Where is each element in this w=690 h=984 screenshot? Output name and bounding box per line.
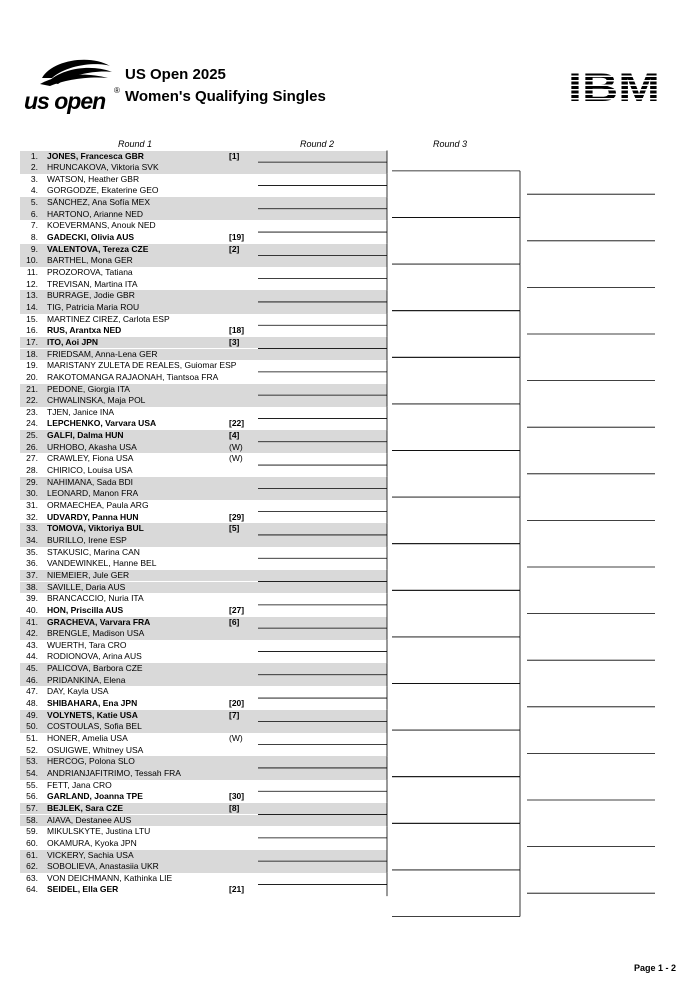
- draw-number: 1.: [30, 150, 38, 161]
- draw-number: 24.: [26, 418, 38, 429]
- draw-number: 54.: [26, 767, 38, 778]
- draw-number: 63.: [26, 872, 38, 883]
- draw-number: 42.: [26, 628, 38, 639]
- draw-number: 23.: [26, 406, 38, 417]
- draw-number: 22.: [26, 395, 38, 406]
- draw-number: 13.: [26, 290, 38, 301]
- player-name: LEONARD, Manon FRA: [47, 488, 139, 499]
- draw-number: 44.: [26, 651, 38, 662]
- player-name: OSUIGWE, Whitney USA: [47, 744, 144, 755]
- draw-number: 56.: [26, 791, 38, 802]
- draw-number: 25.: [26, 430, 38, 441]
- draw-number: 50.: [26, 721, 38, 732]
- draw-number: 20.: [26, 371, 38, 382]
- registered-mark: ®: [114, 86, 120, 95]
- seed-label: (W): [229, 441, 243, 452]
- round-3-header: Round 3: [433, 139, 468, 149]
- player-name: SOBOLIEVA, Anastasiia UKR: [47, 861, 159, 872]
- seed-label: [7]: [229, 709, 240, 720]
- seed-label: [6]: [229, 616, 240, 627]
- player-name: SHIBAHARA, Ena JPN: [47, 698, 138, 709]
- draw-number: 17.: [26, 336, 38, 347]
- draw-number: 8.: [30, 232, 38, 243]
- draw-number: 49.: [26, 709, 38, 720]
- draw-number: 57.: [26, 802, 38, 813]
- draw-number: 9.: [30, 243, 38, 254]
- player-name: LEPCHENKO, Varvara USA: [47, 418, 157, 429]
- ibm-text: IBM: [568, 68, 660, 104]
- player-name: JONES, Francesca GBR: [47, 150, 144, 161]
- seed-label: [30]: [229, 791, 245, 802]
- draw-number: 10.: [26, 255, 38, 266]
- player-name: CHWALINSKA, Maja POL: [47, 395, 146, 406]
- draw-number: 12.: [26, 278, 38, 289]
- seed-label: [1]: [229, 150, 240, 161]
- draw-number: 37.: [26, 569, 38, 580]
- draw-number: 35.: [26, 546, 38, 557]
- player-name: OKAMURA, Kyoka JPN: [47, 837, 137, 848]
- draw-number: 53.: [26, 756, 38, 767]
- draw-number: 36.: [26, 558, 38, 569]
- draw-number: 30.: [26, 488, 38, 499]
- draw-number: 64.: [26, 884, 38, 895]
- seed-label: [22]: [229, 418, 245, 429]
- player-name: WATSON, Heather GBR: [47, 173, 140, 184]
- player-name: GORGODZE, Ekaterine GEO: [47, 185, 159, 196]
- draw-number: 48.: [26, 698, 38, 709]
- seed-label: [21]: [229, 884, 245, 895]
- player-name: PEDONE, Giorgia ITA: [47, 383, 130, 394]
- player-name: COSTOULAS, Sofia BEL: [47, 721, 142, 732]
- page-number: Page 1 - 2: [634, 963, 677, 973]
- draw-number: 45.: [26, 663, 38, 674]
- player-name: HON, Priscilla AUS: [47, 604, 124, 615]
- player-name: SÁNCHEZ, Ana Sofía MEX: [47, 197, 150, 208]
- player-name: CHIRICO, Louisa USA: [47, 465, 133, 476]
- round-2-header: Round 2: [300, 139, 335, 149]
- draw-number: 11.: [26, 267, 38, 277]
- event-title: US Open 2025: [125, 66, 226, 83]
- player-name: FETT, Jana CRO: [47, 779, 112, 790]
- player-name: DAY, Kayla USA: [47, 686, 109, 697]
- player-name: TJEN, Janice INA: [47, 406, 115, 417]
- player-name: HONER, Amelia USA: [47, 733, 128, 743]
- seed-label: [27]: [229, 604, 245, 615]
- player-name: BURRAGE, Jodie GBR: [47, 290, 135, 301]
- player-name: VALENTOVA, Tereza CZE: [47, 243, 149, 254]
- draw-number: 19.: [26, 360, 38, 371]
- round-1-header: Round 1: [118, 139, 153, 149]
- draw-number: 4.: [30, 185, 38, 196]
- seed-label: [3]: [229, 336, 240, 347]
- seed-label: [4]: [229, 430, 240, 441]
- player-name: ORMAECHEA, Paula ARG: [47, 500, 149, 510]
- player-name: AIAVA, Destanee AUS: [47, 814, 132, 825]
- player-name: BRENGLE, Madison USA: [47, 628, 145, 639]
- player-name: HARTONO, Arianne NED: [47, 208, 144, 219]
- player-name: TOMOVA, Viktoriya BUL: [47, 523, 144, 534]
- draw-number: 38.: [26, 581, 38, 592]
- draw-number: 31.: [26, 500, 38, 510]
- draw-number: 51.: [26, 733, 38, 743]
- seed-label: [19]: [229, 232, 245, 243]
- seed-label: [18]: [229, 325, 245, 336]
- draw-number: 21.: [26, 383, 38, 394]
- seed-label: [2]: [229, 243, 240, 254]
- draw-number: 28.: [26, 465, 38, 476]
- player-name: ITO, Aoi JPN: [47, 336, 99, 347]
- player-name: CRAWLEY, Fiona USA: [47, 453, 134, 464]
- player-name: TIG, Patricia Maria ROU: [47, 301, 140, 312]
- player-name: HERCOG, Polona SLO: [47, 756, 135, 767]
- draw-number: 39.: [26, 593, 38, 604]
- player-name: STAKUSIC, Marina CAN: [47, 546, 140, 557]
- player-name: BURILLO, Irene ESP: [47, 534, 127, 545]
- player-name: MARTINEZ CIREZ, Carlota ESP: [47, 313, 170, 324]
- player-name: VOLYNETS, Katie USA: [47, 709, 138, 720]
- draw-number: 32.: [26, 511, 38, 522]
- player-name: SEIDEL, Ella GER: [47, 884, 119, 895]
- draw-number: 61.: [26, 849, 38, 860]
- player-name: PRIDANKINA, Elena: [47, 674, 126, 685]
- player-name: VICKERY, Sachia USA: [47, 849, 134, 860]
- draw-number: 40.: [26, 604, 38, 615]
- draw-number: 26.: [26, 441, 38, 452]
- logo-text: us open: [24, 88, 106, 114]
- player-name: SAVILLE, Daria AUS: [47, 581, 126, 592]
- draw-number: 46.: [26, 674, 38, 685]
- seed-label: [20]: [229, 698, 245, 709]
- player-name: BRANCACCIO, Nuria ITA: [47, 593, 144, 604]
- player-name: GADECKI, Olivia AUS: [47, 232, 135, 243]
- draw-number: 41.: [26, 616, 38, 627]
- draw-number: 52.: [26, 744, 38, 755]
- player-name: MIKULSKYTE, Justina LTU: [47, 826, 151, 837]
- draw-number: 3.: [30, 173, 38, 184]
- player-name: RUS, Arantxa NED: [47, 325, 122, 336]
- seed-label: (W): [229, 453, 243, 464]
- draw-number: 16.: [26, 325, 38, 336]
- player-name: URHOBO, Akasha USA: [47, 441, 137, 452]
- player-name: GALFI, Dalma HUN: [47, 430, 124, 441]
- player-name: BARTHEL, Mona GER: [47, 255, 133, 266]
- player-name: TREVISAN, Martina ITA: [47, 278, 138, 289]
- player-name: RODIONOVA, Arina AUS: [47, 651, 142, 662]
- player-name: VANDEWINKEL, Hanne BEL: [47, 558, 157, 569]
- seed-label: [8]: [229, 802, 240, 813]
- player-name: ANDRIANJAFITRIMO, Tessah FRA: [47, 767, 181, 778]
- player-name: RAKOTOMANGA RAJAONAH, Tiantsoa FRA: [47, 371, 219, 382]
- player-name: FRIEDSAM, Anna-Lena GER: [47, 348, 158, 359]
- player-name: PALICOVA, Barbora CZE: [47, 663, 143, 674]
- draw-number: 60.: [26, 837, 38, 848]
- player-name: NAHIMANA, Sada BDI: [47, 476, 133, 487]
- draw-number: 59.: [26, 826, 38, 837]
- draw-number: 2.: [30, 162, 38, 173]
- player-name: WUERTH, Tara CRO: [47, 639, 127, 650]
- draw-title: Women's Qualifying Singles: [125, 88, 326, 105]
- draw-number: 47.: [26, 686, 38, 697]
- player-name: KOEVERMANS, Anouk NED: [47, 220, 156, 231]
- seed-label: [29]: [229, 511, 245, 522]
- player-name: GRACHEVA, Varvara FRA: [47, 616, 151, 627]
- draw-number: 34.: [26, 534, 38, 545]
- player-name: PROZOROVA, Tatiana: [47, 267, 133, 277]
- draw-number: 62.: [26, 861, 38, 872]
- draw-number: 18.: [26, 348, 38, 359]
- draw-number: 27.: [26, 453, 38, 464]
- player-name: HRUNCAKOVA, Viktoria SVK: [47, 162, 159, 173]
- draw-number: 15.: [26, 313, 38, 324]
- player-name: GARLAND, Joanna TPE: [47, 791, 143, 802]
- seed-label: [5]: [229, 523, 240, 534]
- player-name: VON DEICHMANN, Kathinka LIE: [47, 872, 173, 883]
- player-name: MARISTANY ZULETA DE REALES, Guiomar ESP: [47, 360, 237, 371]
- player-name: UDVARDY, Panna HUN: [47, 511, 139, 522]
- draw-number: 6.: [30, 208, 38, 219]
- player-name: NIEMEIER, Jule GER: [47, 569, 130, 580]
- draw-number: 7.: [30, 220, 38, 231]
- draw-number: 55.: [26, 779, 38, 790]
- seed-label: (W): [229, 733, 243, 743]
- draw-number: 43.: [26, 639, 38, 650]
- player-name: BEJLEK, Sara CZE: [47, 802, 124, 813]
- draw-number: 58.: [26, 814, 38, 825]
- draw-number: 14.: [26, 301, 38, 312]
- draw-number: 5.: [30, 197, 38, 208]
- draw-number: 33.: [26, 523, 38, 534]
- draw-number: 29.: [26, 476, 38, 487]
